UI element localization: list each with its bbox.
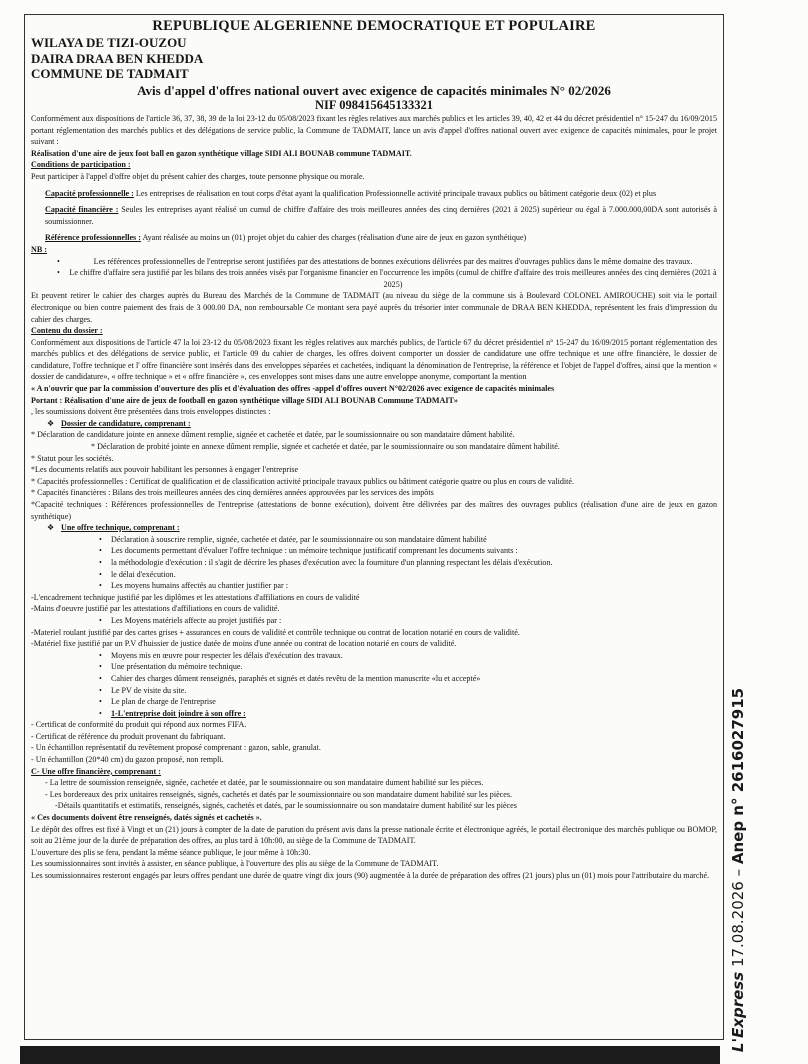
capacite-fin-label: Capacité financière :: [45, 205, 119, 215]
technique-item: • Les documents permettant d'évaluer l'offre technique : un mémoire technique justificatif comprenant les documents suivants :: [31, 545, 717, 557]
joindre-item: - Certificat de référence du produit provenant du fabriquant.: [31, 731, 226, 741]
intro-paragraph: Conformément aux dispositions de l'article 36, 37, 38, 39 de la loi 23-12 du 05/08/2023 fixant les règles relatives aux marchés publics et les articles 39, 40, 42 et 44 du décret présidentiel n° 15-247 du 16/09/2015 portant réglementation des marchés publics et des délégations de service public, la Commune de TADMAIT, lance un avis d'appel d'offres national ouvert avec exigence de capacités minimales, pour le projet suivant :: [31, 114, 717, 147]
candidature-heading: [31, 418, 717, 430]
nb-item: • Les références professionnelles de l'entreprise seront justifiées par des attestations de bonnes exécutions délivrées par des maitres d'ouvrages publics dans le même domaine des travaux.: [31, 256, 717, 268]
capacite-financiere: [31, 204, 717, 227]
moyens-materiels-label: • Les Moyens matériels affecte au projet justifiés par :: [31, 615, 717, 627]
technique-item: • Le plan de charge de l'entreprise: [31, 696, 717, 708]
technique-item: • la méthodologie d'exécution : il s'agit de décrire les phases d'exécution avec la fourniture d'un planning respectant les délais d'exécution.: [31, 557, 717, 569]
republic-title: REPUBLIQUE ALGERIENNE DEMOCRATIQUE ET POPULAIRE: [152, 18, 596, 34]
conditions-intro: Peut participer à l'appel d'offre objet du présent cahier des charges, toute personne physique ou morale.: [31, 171, 365, 181]
nb-label: NB :: [31, 244, 47, 254]
moyens-humains-item: -L'encadrement technique justifié par les diplômes et les attestations d'affiliations en cours de validité: [31, 592, 360, 602]
nb-item: • Le chiffre d'affaire sera justifié par les bilans des trois années visés par l'organisme financier en l'occurrence les impôts (cumul de chiffre d'affaire des trois meilleures années des cinq dernières (2021 à 2025): [31, 267, 717, 290]
technique-item: • Déclaration à souscrire remplie, signée, cachetée et datée, par le soumissionnaire ou son mandataire dûment habilité: [31, 534, 717, 546]
financiere-item: - Les bordereaux des prix unitaires renseignés, signés, cachetés et datés par le soumissionnaire ou son mandataire dument habilité sur les pièces.: [45, 789, 513, 799]
mention-line: « A n'ouvrir que par la commission d'ouverture des plis et d'évaluation des offres -appel d'offres ouvert N°02/2026 avec exigence de capacités minimales: [31, 384, 555, 394]
mention-line: , les soumissions doivent être présentées dans trois enveloppes distinctes :: [31, 407, 271, 417]
technique-item: • Le PV de visite du site.: [31, 685, 717, 697]
conditions-heading: Conditions de participation :: [31, 160, 131, 170]
daira-line: DAIRA DRAA BEN KHEDDA: [31, 50, 204, 66]
candidature-item: * Déclaration de probité jointe en annexe dûment remplie, signée et cachetée et datée, par le soumissionnaire ou son mandataire dûment habilité.: [91, 442, 560, 452]
anep-number: Anep n° 2616027915: [729, 687, 748, 865]
notice-body: [31, 113, 717, 882]
candidature-item: *Capacité techniques : Références professionnelles de l'entreprise (attestations de bonne exécution), doivent être délivrées par des maîtres des ouvrages publics (réalisation d'une aire de jeux en gazon synthétique): [31, 500, 717, 521]
commune-line: COMMUNE DE TADMAIT: [31, 66, 189, 81]
moyens-materiels-item: -Materiel roulant justifié par des cartes grises + assurances en cours de validité et contrôle technique ou contrat de location notarié en cours de validité.: [31, 627, 520, 637]
mention-line: Portant : Réalisation d'une aire de jeux de football en gazon synthétique village SIDI ALI BOUNAB Commune TADMAIT»: [31, 395, 458, 405]
joindre-item: - Un échantillon (20*40 cm) du gazon proposé, non rempli.: [31, 755, 224, 765]
candidature-item: * Déclaration de candidature jointe en annexe dûment remplie, signée et cachetée et datée, par le soumissionnaire ou son mandataire dûment habilité.: [31, 430, 515, 440]
technique-item: • Les moyens humains affectés au chantier justifier par :: [31, 580, 717, 592]
reference-label: Référence professionnelles :: [45, 233, 141, 243]
nif-number: NIF 098415645133321: [315, 98, 433, 112]
joindre-item: - Un échantillon représentatif du revêtement proposé comprenant : gazon, sable, granulat.: [31, 743, 321, 753]
capacite-pro-label: Capacité professionnelle :: [45, 188, 134, 198]
engages-paragraph: Les soumissionnaires resteront engagés par leurs offres pendant une durée de quatre vingt dix jours (90) augmentée à la durée de préparation des offres (21 jours) plus un (01) mois pour l'attributaire du marché.: [31, 871, 710, 880]
capacite-professionnelle: [31, 188, 717, 200]
contenu-heading: Contenu du dossier :: [31, 326, 103, 336]
moyens-humains-item: -Mains d'oeuvre justifié par les attestations d'affiliations en cours de validité.: [31, 604, 280, 614]
depot-paragraph: Le dépôt des offres est fixé à Vingt et un (21) jours à compter de la date de parution du présent avis dans la presse nationale écrite et électronique agréés, le portail électronique des marchés publique ou BOMOP, soit au 21ème jour de la durée de préparation des offres, au plus tard à 10h:00, au siège de la Commune de TADMAIT.: [31, 824, 717, 846]
technique-heading: [31, 522, 717, 534]
project-title: Réalisation d'une aire de jeux foot ball en gazon synthétique village SIDI ALI BOUNAB commune TADMAIT.: [31, 148, 412, 158]
newspaper-name: L'Express: [729, 971, 748, 1053]
technique-item: • le délai d'exécution.: [31, 569, 717, 581]
retrait-paragraph: Et peuvent retirer le cahier des charges auprès du Bureau des Marchés de la Commune de TADMAIT (au niveau du siège de la commune sis à Boulevard COLONEL AMIROUCHE) soit via le portail électronique ou bien contre paiement des frais de 3 000.00 DA, non remboursable Ce montant sera payé auprès du trésorier inter communale de DRAA BEN KHEDDA, représentent les frais d'impression du cahier des charges.: [31, 291, 717, 324]
ces-documents-note: « Ces documents doivent être renseignés, datés signés et cachetés ».: [31, 813, 262, 823]
invites-paragraph: Les soumissionnaires sont invités à assister, en séance publique, à l'ouverture des plis au siège de la Commune de TADMAIT.: [31, 859, 439, 869]
notice-title: Avis d'appel d'offres national ouvert avec exigence de capacités minimales N° 02/2026: [137, 82, 611, 98]
contenu-paragraph: Conformément aux dispositions de l'article 47 la loi 23-12 du 05/08/2023 fixant les règles relatives aux marchés publics, de l'article 67 du décret présidentiel n° 15-247 du 16/09/2015 portant réglementation des marchés publics et des délégations de service public, et l'article 09 du cahier de charges, les offres doivent comporter un dossier de candidature une offre technique et une offre financière, le dossier de candidature, l'offre technique et l' offre financière sont insérés dans des enveloppes séparées et cachetées, indiquant la dénomination de l'entreprise, la référence et l'objet de l'appel d'offres, ainsi que la mention « dossier de candidature», « offre technique » et « offre financière », ces enveloppes sont mises dans une autre enveloppe anonyme, comportant la mention: [31, 337, 717, 382]
bottom-bar: [20, 1046, 720, 1064]
wilaya-line: WILAYA DE TIZI-OUZOU: [31, 35, 187, 50]
joindre-item: - Certificat de conformité du produit qui répond aux normes FIFA.: [31, 720, 247, 730]
technique-item: • Moyens mis en œuvre pour respecter les délais d'exécution des travaux.: [31, 650, 717, 662]
publication-reference: [716, 687, 760, 1053]
financiere-item: - La lettre de soumission renseignée, signée, cachetée et datée, par le soumissionnaire ou son mandataire dument habilité sur les pièces.: [45, 778, 484, 788]
joindre-heading-text: 1-L'entreprise doit joindre à son offre :: [111, 708, 246, 718]
technique-item: • Une présentation du mémoire technique.: [31, 661, 717, 673]
candidature-item: * Capacités professionnelles : Certificat de qualification et de classification activité principale travaux publics ou bâtiment catégorie quatre ou plus en cours de validité.: [31, 476, 574, 486]
ouverture-paragraph: L'ouverture des plis se fera, pendant la même séance publique, le jour même à 10h:30.: [31, 847, 311, 857]
publication-date: 17.08.2026 –: [729, 868, 748, 968]
capacite-pro-text: Les entreprises de réalisation en tout corps d'état ayant la qualification Professionnelle activité principale travaux publics ou bâtiment catégorie deux (02) et plus: [135, 188, 657, 198]
financiere-heading: C- Une offre financière, comprenant :: [31, 766, 161, 776]
technique-heading-text: Une offre technique, comprenant :: [61, 523, 180, 533]
reference-professionnelle: [31, 232, 717, 244]
moyens-materiels-item: -Matériel fixe justifié par un P.V d'huissier de justice datée de moins d'une année ou contrat de location notarié en cours de validité.: [31, 639, 457, 649]
candidature-item: *Les documents relatifs aux pouvoir habilitant les personnes à engager l'entreprise: [31, 465, 299, 475]
candidature-item: * Statut pour les sociétés.: [31, 453, 114, 463]
publication-reference-text: [729, 688, 747, 1052]
candidature-heading-text: Dossier de candidature, comprenant :: [61, 418, 191, 428]
capacite-fin-text: Seules les entreprises ayant réalisé un cumul de chiffre d'affaire des trois meilleures années des cinq dernières (2021 à 2025) supérieur ou égal à 7.000.000,00DA sont autorisés à soumissionner.: [45, 205, 717, 226]
candidature-item: * Capacités financières : Bilans des trois meilleures années des cinq dernières années approuvées par les services des impôts: [31, 488, 434, 498]
financiere-item: -Détails quantitatifs et estimatifs, renseignés, signés, cachetés et datés, par le soumissionnaire ou son mandataire dument habilité sur les pièces: [55, 801, 517, 811]
tender-notice: [24, 14, 724, 1040]
technique-item: • Cahier des charges dûment renseignés, paraphés et signés et datés revêtu de la mention manuscrite «lu et accepté»: [31, 673, 717, 685]
reference-text: Ayant réalisée au moins un (01) projet objet du cahier des charges (réalisation d'une aire de jeux en gazon synthétique): [142, 233, 527, 243]
joindre-heading: [31, 708, 717, 720]
